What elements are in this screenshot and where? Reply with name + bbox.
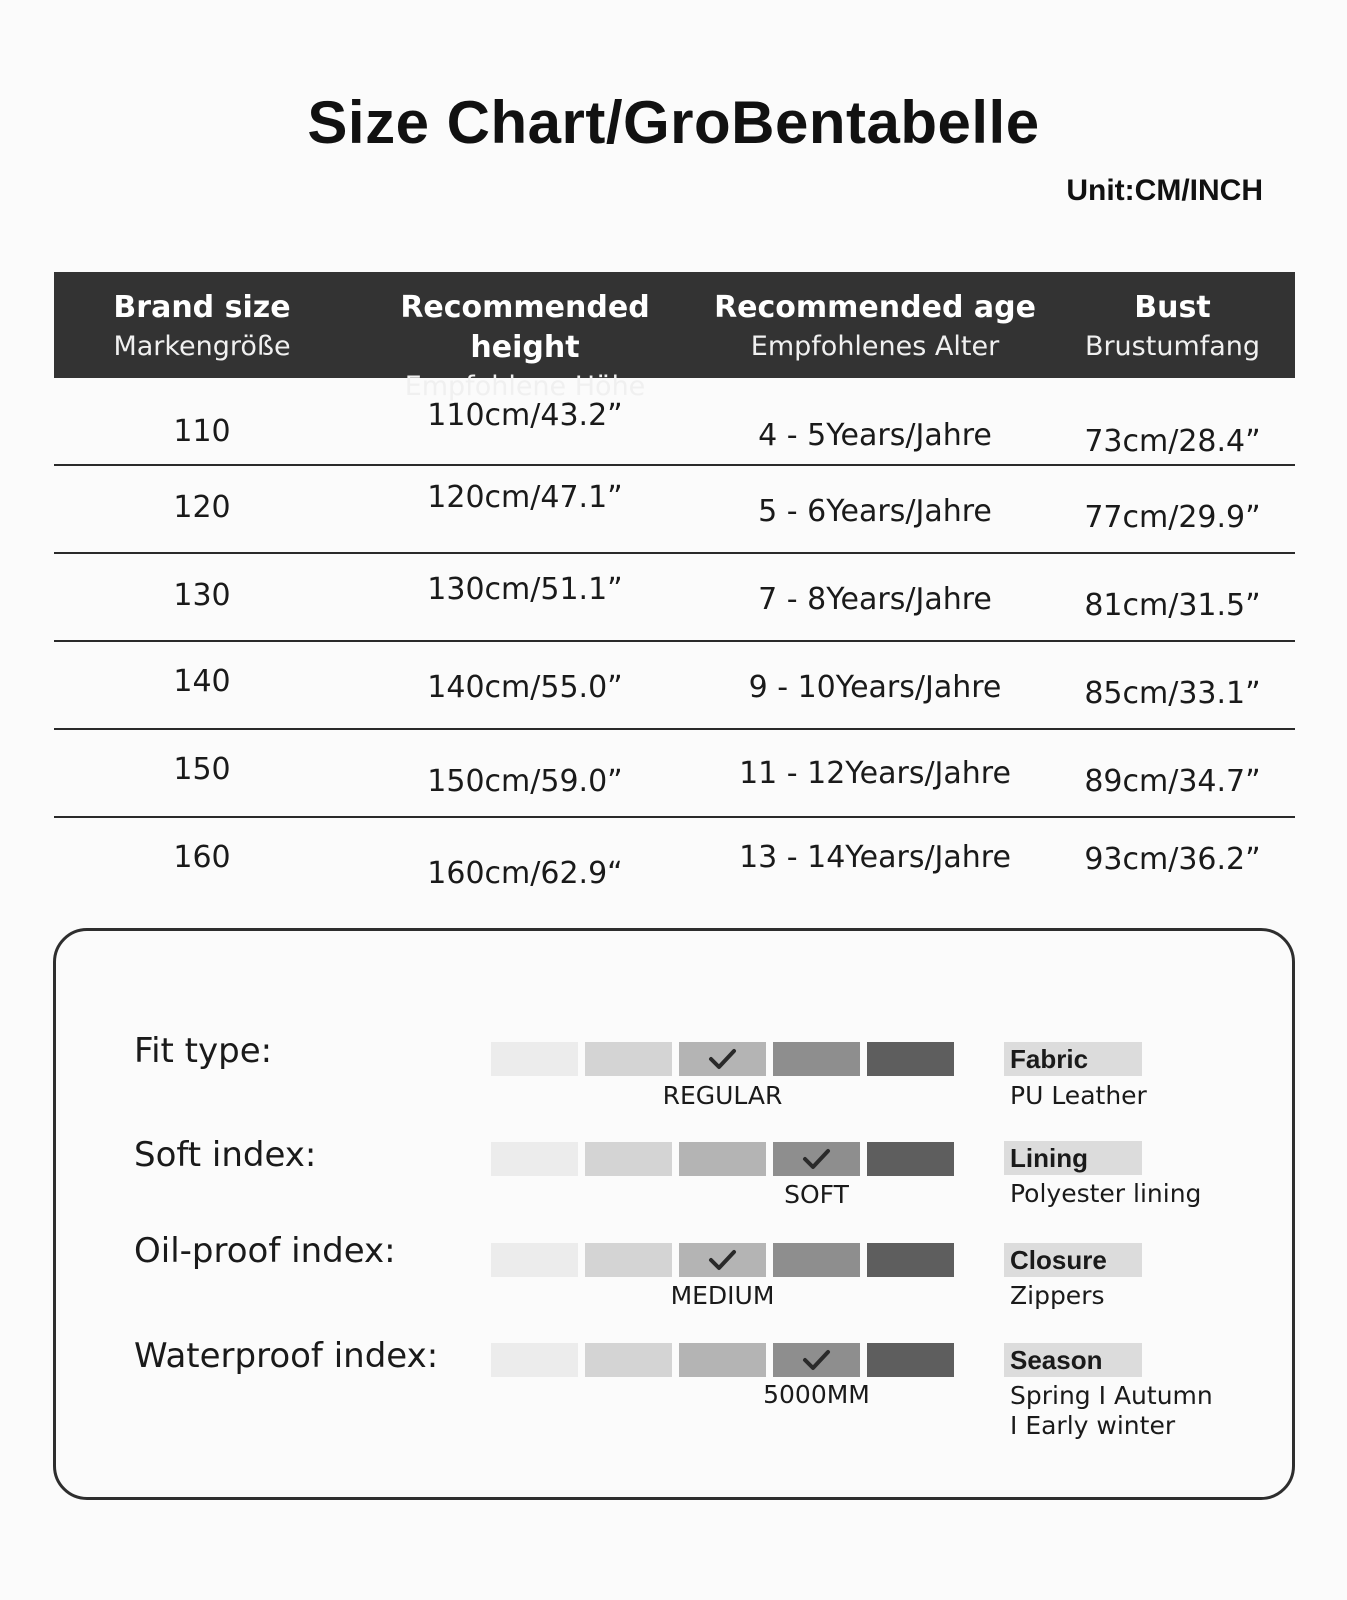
oil-proof-index-scale [491, 1243, 954, 1277]
scale-segment [679, 1142, 766, 1176]
scale-segment [585, 1243, 672, 1277]
closure-tag: Closure [1004, 1243, 1142, 1277]
cell-brand-size: 110 [173, 414, 231, 449]
cell-brand-size: 160 [173, 840, 231, 875]
waterproof-index-label: Waterproof index: [134, 1336, 439, 1376]
oil-proof-index-label: Oil-proof index: [134, 1231, 396, 1271]
cell-brand-size: 130 [173, 578, 231, 613]
scale-segment [867, 1243, 954, 1277]
cell-height: 160cm/62.9“ [427, 856, 623, 891]
cell-bust: 81cm/31.5” [1084, 588, 1261, 623]
cell-height: 120cm/47.1” [427, 480, 623, 515]
waterproof-index-scale [491, 1343, 954, 1377]
oil-proof-index-caption: MEDIUM [670, 1281, 775, 1310]
fit-type-caption: REGULAR [662, 1081, 783, 1110]
scale-segment [773, 1243, 860, 1277]
table-row [54, 730, 1295, 818]
header-de: Brustumfang [1084, 331, 1261, 362]
scale-segment [679, 1343, 766, 1377]
scale-segment [679, 1243, 766, 1277]
lining-tag: Lining [1004, 1141, 1142, 1175]
fabric-tag: Fabric [1004, 1042, 1142, 1076]
header-en: Bust [1134, 290, 1211, 325]
scale-segment [491, 1142, 578, 1176]
cell-brand-size: 140 [173, 664, 231, 699]
cell-age: 11 - 12Years/Jahre [739, 756, 1011, 791]
header-en: Recommended height [400, 290, 650, 365]
scale-segment [679, 1042, 766, 1076]
cell-age: 5 - 6Years/Jahre [758, 494, 992, 529]
scale-segment [585, 1343, 672, 1377]
table-row [54, 378, 1295, 466]
scale-segment [773, 1042, 860, 1076]
checkmark-icon [801, 1345, 831, 1375]
cell-age: 7 - 8Years/Jahre [758, 582, 992, 617]
fabric-value: PU Leather [1010, 1081, 1147, 1110]
table-row [54, 466, 1295, 554]
cell-height: 110cm/43.2” [427, 398, 623, 433]
size-table [54, 272, 1295, 904]
header-de: Markengröße [113, 331, 291, 362]
cell-bust: 77cm/29.9” [1084, 500, 1261, 535]
header-bust [1050, 288, 1295, 366]
table-row [54, 554, 1295, 642]
page-title: Size Chart/GroBentabelle [307, 89, 1040, 156]
waterproof-index-caption: 5000MM [763, 1380, 870, 1409]
scale-segment [773, 1343, 860, 1377]
cell-age: 4 - 5Years/Jahre [758, 418, 992, 453]
fit-type-label: Fit type: [134, 1031, 273, 1071]
scale-segment [491, 1243, 578, 1277]
scale-segment [491, 1042, 578, 1076]
cell-bust: 73cm/28.4” [1084, 424, 1261, 459]
cell-height: 140cm/55.0” [427, 670, 623, 705]
lining-value: Polyester lining [1010, 1179, 1202, 1208]
soft-index-caption: SOFT [784, 1180, 849, 1209]
cell-brand-size: 150 [173, 752, 231, 787]
table-row [54, 818, 1295, 904]
table-header [54, 272, 1295, 402]
fit-type-scale [491, 1042, 954, 1076]
season-tag: Season [1004, 1343, 1142, 1377]
closure-value: Zippers [1010, 1281, 1105, 1310]
scale-segment [585, 1042, 672, 1076]
header-brand-size [54, 288, 350, 366]
cell-age: 13 - 14Years/Jahre [739, 840, 1011, 875]
header-de: Empfohlene Höhe [404, 371, 646, 402]
unit-label: Unit:CM/INCH [1066, 174, 1263, 207]
scale-segment [867, 1042, 954, 1076]
cell-height: 130cm/51.1” [427, 572, 623, 607]
soft-index-label: Soft index: [134, 1135, 317, 1175]
cell-bust: 93cm/36.2” [1084, 842, 1261, 877]
scale-segment [867, 1142, 954, 1176]
product-info-panel [53, 928, 1295, 1500]
soft-index-scale [491, 1142, 954, 1176]
cell-brand-size: 120 [173, 490, 231, 525]
season-value: Spring I Autumn I Early winter [1010, 1381, 1213, 1440]
cell-height: 150cm/59.0” [427, 764, 623, 799]
cell-age: 9 - 10Years/Jahre [748, 670, 1002, 705]
table-row [54, 642, 1295, 730]
scale-segment [867, 1343, 954, 1377]
cell-bust: 89cm/34.7” [1084, 764, 1261, 799]
cell-bust: 85cm/33.1” [1084, 676, 1261, 711]
header-age [700, 288, 1050, 366]
header-en: Recommended age [714, 290, 1036, 325]
header-de: Empfohlenes Alter [750, 331, 1000, 362]
scale-segment [773, 1142, 860, 1176]
checkmark-icon [801, 1144, 831, 1174]
checkmark-icon [707, 1044, 737, 1074]
checkmark-icon [707, 1245, 737, 1275]
scale-segment [491, 1343, 578, 1377]
scale-segment [585, 1142, 672, 1176]
header-en: Brand size [113, 290, 291, 325]
